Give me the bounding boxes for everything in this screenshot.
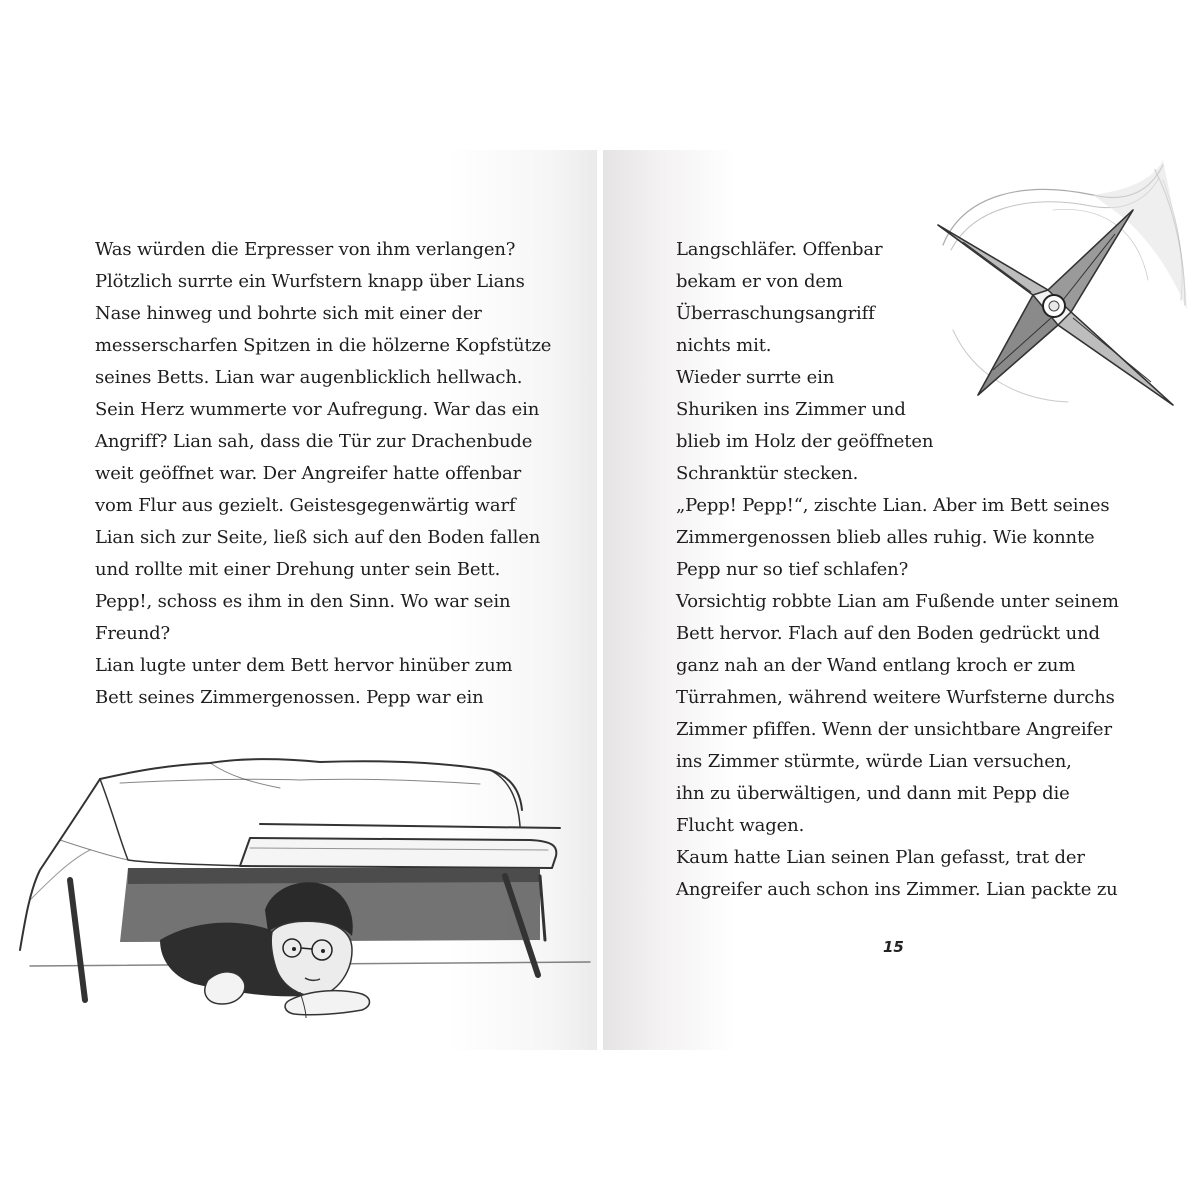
text-line: Sein Herz wummerte vor Aufregung. War das ein [95, 399, 540, 420]
text-line: Überraschungsangriff [676, 303, 875, 324]
text-line: nichts mit. [676, 335, 772, 356]
text-line: vom Flur aus gezielt. Geistesgegenwärtig warf [95, 495, 516, 516]
text-line: Angreifer auch schon ins Zimmer. Lian packte zu [676, 879, 1118, 900]
text-line: seines Betts. Lian war augenblicklich hellwach. [95, 367, 523, 388]
text-line: Lian lugte unter dem Bett hervor hinüber zum [95, 655, 513, 676]
text-line: Langschläfer. Offenbar [676, 239, 883, 260]
right-page [603, 150, 1200, 1050]
text-line: Zimmergenossen blieb alles ruhig. Wie konnte [676, 527, 1095, 548]
shuriken-illustration [923, 150, 1200, 420]
text-line: messerscharfen Spitzen in die hölzerne Kopfstütze [95, 335, 552, 356]
text-line: blieb im Holz der geöffneten [676, 431, 934, 452]
text-line: Freund? [95, 623, 171, 644]
text-line: Schranktür stecken. [676, 463, 859, 484]
boy-under-bed-illustration [0, 700, 597, 1050]
text-line: Pepp nur so tief schlafen? [676, 559, 909, 580]
text-line: Plötzlich surrte ein Wurfstern knapp über Lians [95, 271, 525, 292]
text-line: Zimmer pfiffen. Wenn der unsichtbare Angreifer [676, 719, 1112, 740]
text-line: Wieder surrte ein [676, 367, 835, 388]
text-line: und rollte mit einer Drehung unter sein Bett. [95, 559, 501, 580]
text-line: Vorsichtig robbte Lian am Fußende unter seinem [676, 591, 1119, 612]
text-line: Flucht wagen. [676, 815, 805, 836]
text-line: bekam er von dem [676, 271, 843, 292]
text-line: ganz nah an der Wand entlang kroch er zum [676, 655, 1076, 676]
text-line: Pepp!, schoss es ihm in den Sinn. Wo war sein [95, 591, 511, 612]
text-line: Lian sich zur Seite, ließ sich auf den Boden fallen [95, 527, 541, 548]
text-line: Bett seines Zimmergenossen. Pepp war ein [95, 687, 484, 708]
text-line: Nase hinweg und bohrte sich mit einer der [95, 303, 482, 324]
text-line: Türrahmen, während weitere Wurfsterne durchs [676, 687, 1115, 708]
text-line: Shuriken ins Zimmer und [676, 399, 906, 420]
left-page [0, 150, 597, 1050]
text-line: ins Zimmer stürmte, würde Lian versuchen, [676, 751, 1072, 772]
text-line: ihn zu überwältigen, und dann mit Pepp die [676, 783, 1070, 804]
text-line: weit geöffnet war. Der Angreifer hatte offenbar [95, 463, 522, 484]
text-line: Was würden die Erpresser von ihm verlangen? [95, 239, 516, 260]
text-line: Bett hervor. Flach auf den Boden gedrückt und [676, 623, 1100, 644]
text-line: „Pepp! Pepp!“, zischte Lian. Aber im Bett seines [676, 495, 1110, 516]
text-line: Kaum hatte Lian seinen Plan gefasst, trat der [676, 847, 1085, 868]
page-number: 15 [883, 938, 904, 956]
text-line: Angriff? Lian sah, dass die Tür zur Drachenbude [95, 431, 533, 452]
